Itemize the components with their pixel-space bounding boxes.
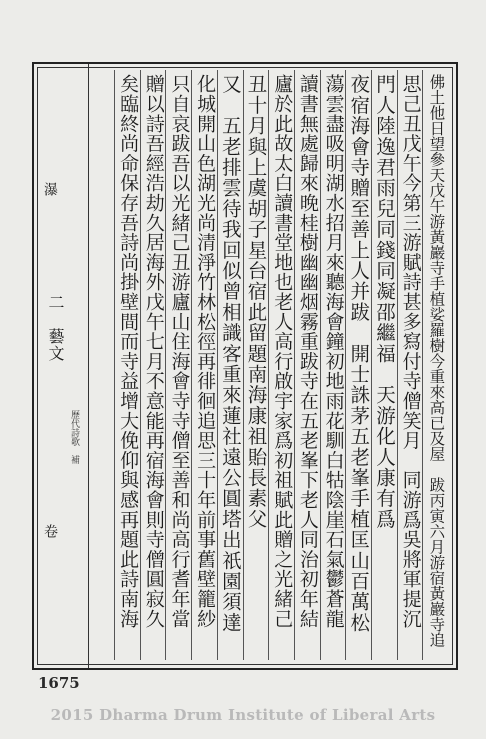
column-text: 門人陸逸君雨兒同錢同凝邵繼福 天游化人康有爲 <box>372 74 396 530</box>
column-text: 只自哀跋吾以光緒己丑游廬山住海會寺寺僧至善和尚高行耆年當 <box>168 74 191 629</box>
column-text: 讀書無處歸來晚桂樹幽幽烟霧重跋寺在五老峯下老人同治初年結 <box>296 74 319 629</box>
column-text: 化城開山色湖光尚清淨竹林松徑再徘徊追思三十年前事舊壁籠紗 <box>194 74 217 629</box>
text-column <box>345 70 371 660</box>
text-column <box>371 70 397 660</box>
text-columns <box>88 70 448 660</box>
column-text: 思己丑戊午今第三游賦詩甚多寫付寺僧笑月 同游爲吳將軍提沉 <box>399 74 422 629</box>
text-column <box>294 70 320 660</box>
margin-title: 二 藝文 <box>46 294 65 362</box>
text-column <box>422 70 448 660</box>
watermark: 2015 Dharma Drum Institute of Liberal Arts <box>50 706 436 724</box>
column-text: 蕩雲盡吸明湖水招月來聽海會鐘初地雨花馴白牯陰崖石氣鬱蒼龍 <box>322 74 345 629</box>
text-column <box>268 70 294 660</box>
column-text: 又 五老排雲待我回似曾相識客重來蓮社遠公圓塔出祇園須達 <box>218 74 242 633</box>
margin-mark-top: 瀑 <box>42 182 58 196</box>
column-text: 矣臨終尚命保存吾詩尚掛壁間而寺益增大俛仰與感再題此詩南海 <box>117 74 140 629</box>
text-column <box>243 70 269 660</box>
text-column <box>165 70 191 660</box>
column-text: 廬於此故太白讀書堂地也老人高行啟宇家爲初祖賦此贈之光緒己 <box>271 74 294 629</box>
text-column <box>397 70 423 660</box>
margin-column <box>32 64 89 668</box>
column-text: 贈以詩吾經浩劫久居海外戊午七月不意能再宿海會則寺僧圓寂久 <box>142 74 165 629</box>
column-text: 佛土他日望參天戊午游黃巖寺手植娑羅樹今重來高已及屋 跋丙寅六月游宿黃巖寺追 <box>427 74 446 648</box>
text-column <box>140 70 166 660</box>
text-column <box>217 70 243 660</box>
page-number: 1675 <box>38 674 80 692</box>
column-text: 夜宿海會寺贈至善上人并跋 開士誅茅五老峯手植匡山百萬松 <box>347 74 371 633</box>
margin-subtitle: 歷代詩歌 補 <box>69 410 79 464</box>
text-column <box>191 70 217 660</box>
text-column <box>114 70 140 660</box>
text-column <box>320 70 346 660</box>
column-text: 丑十月與上虞胡子星台宿此留題南海康祖貽長素父 <box>244 74 268 530</box>
margin-mark-bottom: 卷 <box>42 524 58 538</box>
